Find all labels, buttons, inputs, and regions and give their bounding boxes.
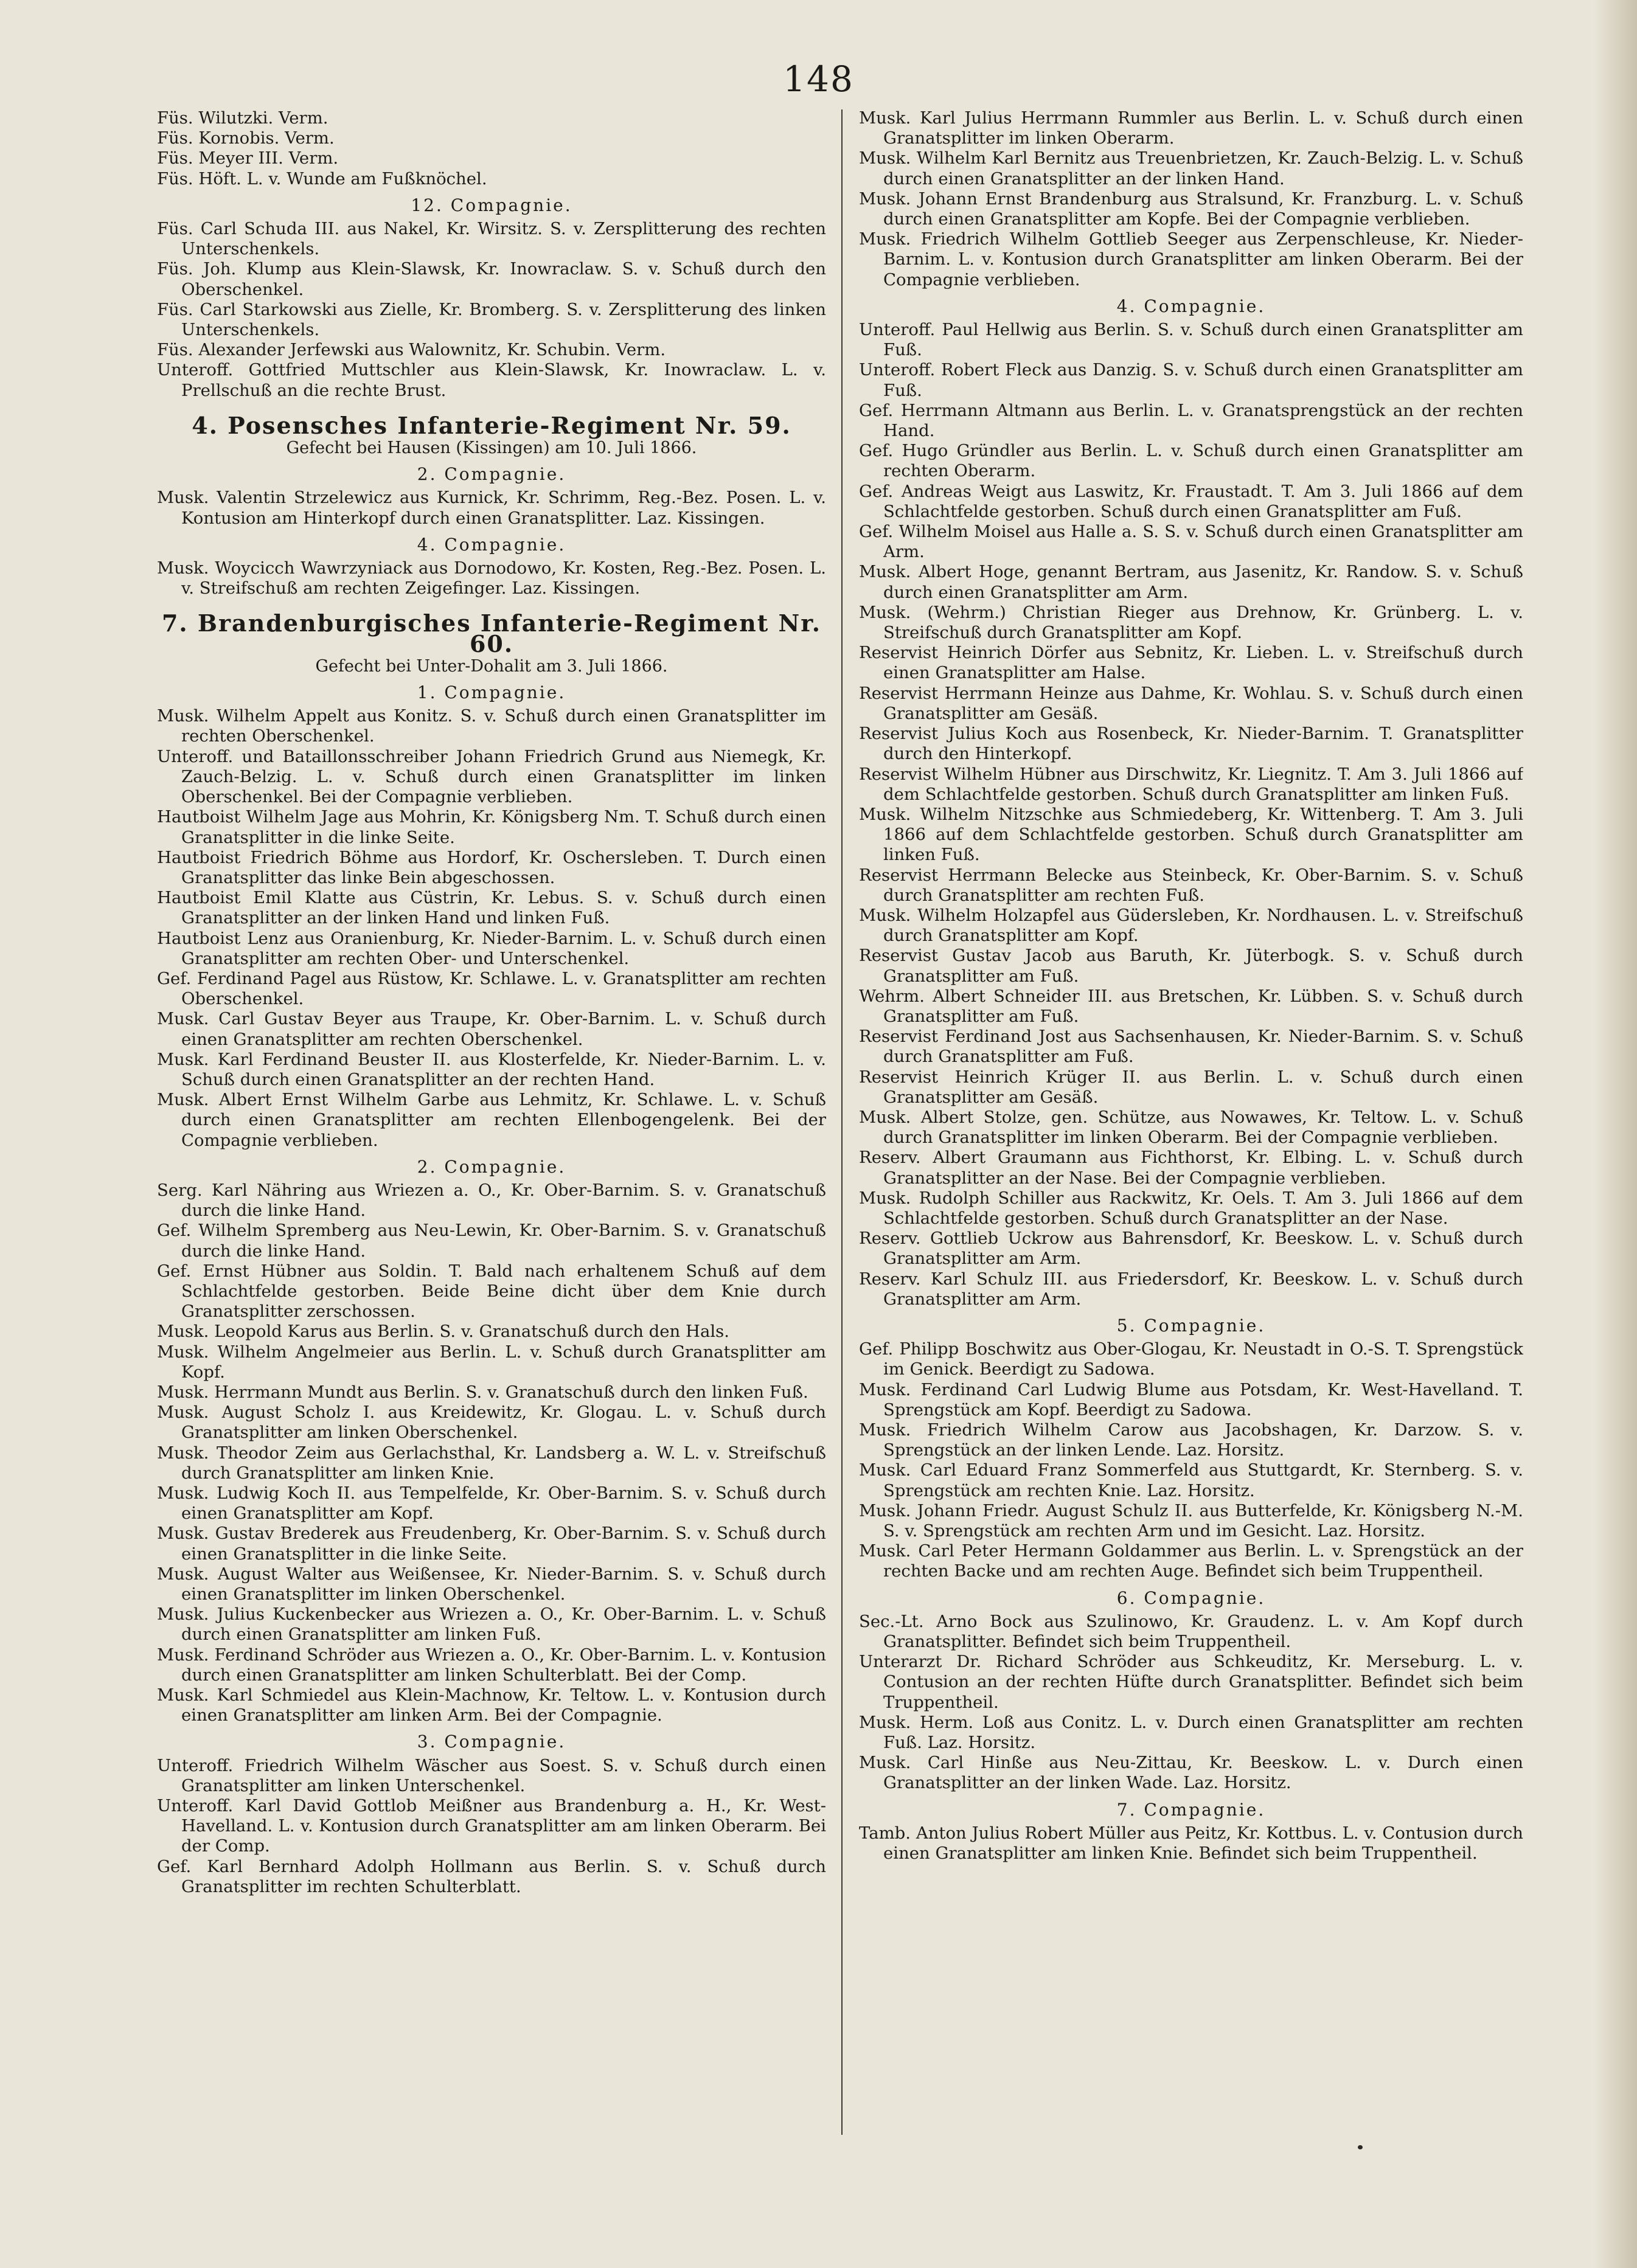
casualty-entry: Musk. Gustav Brederek aus Freudenberg, Kr. Ober-Barnim. S. v. Schuß durch einen Granatsplitter in die linke Seite. <box>157 1524 826 1564</box>
left-column <box>157 108 826 2152</box>
casualty-entry: Musk. Carl Eduard Franz Sommerfeld aus Stuttgardt, Kr. Sternberg. S. v. Sprengstück am rechten Knie. Laz. Horsitz. <box>859 1460 1523 1500</box>
company-heading: 6. Compagnie. <box>1116 1587 1266 1608</box>
casualty-entry: Musk. Karl Schmiedel aus Klein-Machnow, Kr. Teltow. L. v. Kontusion durch einen Granatsplitter am linken Arm. Bei der Compagnie. <box>157 1685 826 1725</box>
casualty-entry: Unteroff. Karl David Gottlob Meißner aus Brandenburg a. H., Kr. West-Havelland. L. v. Kontusion durch Granatsplitter am am linken Oberarm. Bei der Comp. <box>157 1796 826 1856</box>
casualty-entry: Musk. Carl Peter Hermann Goldammer aus Berlin. L. v. Sprengstück an der rechten Backe und am rechten Auge. Befindet sich beim Truppentheil. <box>859 1541 1523 1581</box>
column-divider <box>841 109 843 2135</box>
regiment-heading: 4. Posensches Infanterie-Regiment Nr. 59. <box>192 411 791 439</box>
casualty-entry: Musk. Wilhelm Holzapfel aus Güdersleben, Kr. Nordhausen. L. v. Streifschuß durch Granatsplitter am Kopf. <box>859 905 1523 946</box>
casualty-entry: Füs. Carl Starkowski aus Zielle, Kr. Bromberg. S. v. Zersplitterung des linken Unterschenkels. <box>157 299 826 340</box>
casualty-entry: Musk. Ferdinand Carl Ludwig Blume aus Potsdam, Kr. West-Havelland. T. Sprengstück am Kopf. Beerdigt zu Sadowa. <box>859 1379 1523 1420</box>
casualty-entry: Musk. Woycicch Wawrzyniack aus Dornodowo, Kr. Kosten, Reg.-Bez. Posen. L. v. Streifschuß am rechten Zeigefinger. Laz. Kissingen. <box>157 558 826 598</box>
casualty-entry: Musk. Valentin Strzelewicz aus Kurnick, Kr. Schrimm, Reg.-Bez. Posen. L. v. Kontusion am Hinterkopf durch einen Granatsplitter. Laz. Kissingen. <box>157 488 826 528</box>
regiment-heading: 7. Brandenburgisches Infanterie-Regiment Nr. 60. <box>161 609 822 657</box>
right-column <box>859 108 1523 2200</box>
company-heading: 7. Compagnie. <box>1116 1799 1266 1820</box>
battle-heading: Gefecht bei Hausen (Kissingen) am 10. Juli 1866. <box>286 439 697 458</box>
casualty-entry: Gef. Ernst Hübner aus Soldin. T. Bald nach erhaltenem Schuß auf dem Schlachtfelde gestorben. Beide Beine dicht über dem Knie durch Granatsplitter zerschossen. <box>157 1261 826 1322</box>
casualty-entry: Gef. Andreas Weigt aus Laswitz, Kr. Fraustadt. T. Am 3. Juli 1866 auf dem Schlachtfelde gestorben. Schuß durch einen Granatsplitter am Fuß. <box>859 481 1523 521</box>
casualty-entry: Unteroff. Robert Fleck aus Danzig. S. v. Schuß durch einen Granatsplitter am Fuß. <box>859 360 1523 400</box>
casualty-entry: Hautboist Friedrich Böhme aus Hordorf, Kr. Oschersleben. T. Durch einen Granatsplitter das linke Bein abgeschossen. <box>157 847 826 887</box>
casualty-entry: Unteroff. und Bataillonsschreiber Johann Friedrich Grund aus Niemegk, Kr. Zauch-Belzig. L. v. Schuß durch einen Granatsplitter im linken Oberschenkel. Bei der Compagnie verblieben. <box>157 746 826 807</box>
casualty-entry: Musk. (Wehrm.) Christian Rieger aus Drehnow, Kr. Grünberg. L. v. Streifschuß durch Granatsplitter am Kopf. <box>859 602 1523 643</box>
casualty-entry: Musk. Friedrich Wilhelm Carow aus Jacobshagen, Kr. Darzow. S. v. Sprengstück an der linken Lende. Laz. Horsitz. <box>859 1420 1523 1460</box>
casualty-entry: Hautboist Emil Klatte aus Cüstrin, Kr. Lebus. S. v. Schuß durch einen Granatsplitter an der linken Hand und linken Fuß. <box>157 888 826 928</box>
casualty-entry: Hautboist Wilhelm Jage aus Mohrin, Kr. Königsberg Nm. T. Schuß durch einen Granatsplitter in die linke Seite. <box>157 807 826 847</box>
casualty-entry: Unteroff. Gottfried Muttschler aus Klein-Slawsk, Kr. Inowraclaw. L. v. Prellschuß an die rechte Brust. <box>157 360 826 400</box>
company-heading: 5. Compagnie. <box>1116 1315 1266 1336</box>
casualty-entry: Musk. August Scholz I. aus Kreidewitz, Kr. Glogau. L. v. Schuß durch Granatsplitter am linken Oberschenkel. <box>157 1403 826 1443</box>
casualty-entry: Musk. Friedrich Wilhelm Gottlieb Seeger aus Zerpenschleuse, Kr. Nieder-Barnim. L. v. Kontusion durch Granatsplitter am linken Oberarm. Bei der Compagnie verblieben. <box>859 229 1523 290</box>
casualty-entry: Gef. Wilhelm Spremberg aus Neu-Lewin, Kr. Ober-Barnim. S. v. Granatschuß durch die linke Hand. <box>157 1221 826 1261</box>
company-heading: 4. Compagnie. <box>1116 296 1266 316</box>
casualty-entry: Reservist Julius Koch aus Rosenbeck, Kr. Nieder-Barnim. T. Granatsplitter durch den Hinterkopf. <box>859 724 1523 764</box>
casualty-entry: Musk. Ferdinand Schröder aus Wriezen a. O., Kr. Ober-Barnim. L. v. Kontusion durch einen Granatsplitter am linken Schulterblatt. Bei der Comp. <box>157 1645 826 1685</box>
casualty-entry: Reservist Ferdinand Jost aus Sachsenhausen, Kr. Nieder-Barnim. S. v. Schuß durch Granatsplitter am Fuß. <box>859 1027 1523 1067</box>
casualty-entry: Musk. August Walter aus Weißensee, Kr. Nieder-Barnim. S. v. Schuß durch einen Granatsplitter im linken Oberschenkel. <box>157 1564 826 1604</box>
casualty-entry: Reservist Herrmann Heinze aus Dahme, Kr. Wohlau. S. v. Schuß durch einen Granatsplitter am Gesäß. <box>859 683 1523 723</box>
casualty-entry: Füs. Joh. Klump aus Klein-Slawsk, Kr. Inowraclaw. S. v. Schuß durch den Oberschenkel. <box>157 259 826 299</box>
casualty-entry: Musk. Herrmann Mundt aus Berlin. S. v. Granatschuß durch den linken Fuß. <box>157 1382 808 1402</box>
company-heading: 4. Compagnie. <box>417 534 566 555</box>
casualty-entry: Musk. Rudolph Schiller aus Rackwitz, Kr. Oels. T. Am 3. Juli 1866 auf dem Schlachtfelde gestorben. Schuß durch Granatsplitter an der Nase. <box>859 1188 1523 1228</box>
casualty-entry: Reservist Wilhelm Hübner aus Dirschwitz, Kr. Liegnitz. T. Am 3. Juli 1866 auf dem Schlachtfelde gestorben. Schuß durch Granatsplitter am linken Fuß. <box>859 764 1523 804</box>
casualty-entry: Musk. Wilhelm Nitzschke aus Schmiedeberg, Kr. Wittenberg. T. Am 3. Juli 1866 auf dem Schlachtfelde gestorben. Schuß durch Granatsplitter am linken Fuß. <box>859 804 1523 865</box>
casualty-entry: Musk. Theodor Zeim aus Gerlachsthal, Kr. Landsberg a. W. L. v. Streifschuß durch Granatsplitter am linken Knie. <box>157 1443 826 1483</box>
paper-edge-shadow <box>1594 0 1637 2268</box>
casualty-entry: Unterarzt Dr. Richard Schröder aus Schkeuditz, Kr. Merseburg. L. v. Contusion an der rechten Hüfte durch Granatsplitter. Befindet sich beim Truppentheil. <box>859 1652 1523 1712</box>
ink-speck <box>1358 2145 1363 2149</box>
battle-heading: Gefecht bei Unter-Dohalit am 3. Juli 1866. <box>315 656 668 676</box>
casualty-entry: Unteroff. Paul Hellwig aus Berlin. S. v. Schuß durch einen Granatsplitter am Fuß. <box>859 320 1523 360</box>
casualty-entry: Reserv. Albert Graumann aus Fichthorst, Kr. Elbing. L. v. Schuß durch Granatsplitter an der Nase. Bei der Compagnie verblieben. <box>859 1148 1523 1188</box>
casualty-entry: Serg. Karl Nähring aus Wriezen a. O., Kr. Ober-Barnim. S. v. Granatschuß durch die linke Hand. <box>157 1180 826 1221</box>
company-heading: 3. Compagnie. <box>417 1732 566 1752</box>
casualty-entry: Reservist Heinrich Krüger II. aus Berlin. L. v. Schuß durch einen Granatsplitter am Gesäß. <box>859 1067 1523 1107</box>
casualty-entry: Musk. Ludwig Koch II. aus Tempelfelde, Kr. Ober-Barnim. S. v. Schuß durch einen Granatsplitter am Kopf. <box>157 1483 826 1524</box>
company-heading: 2. Compagnie. <box>417 464 566 485</box>
casualty-entry: Füs. Meyer III. Verm. <box>157 148 339 168</box>
casualty-entry: Gef. Herrmann Altmann aus Berlin. L. v. Granatsprengstück an der rechten Hand. <box>859 400 1523 441</box>
casualty-entry: Musk. Herm. Loß aus Conitz. L. v. Durch einen Granatsplitter am rechten Fuß. Laz. Horsitz. <box>859 1712 1523 1753</box>
company-heading: 12. Compagnie. <box>411 195 572 215</box>
casualty-entry: Musk. Leopold Karus aus Berlin. S. v. Granatschuß durch den Hals. <box>157 1322 730 1342</box>
casualty-entry: Hautboist Lenz aus Oranienburg, Kr. Nieder-Barnim. L. v. Schuß durch einen Granatsplitter am rechten Ober- und Unterschenkel. <box>157 928 826 968</box>
company-heading: 1. Compagnie. <box>417 682 566 703</box>
casualty-entry: Musk. Albert Hoge, genannt Bertram, aus Jasenitz, Kr. Randow. S. v. Schuß durch einen Granatsplitter am Arm. <box>859 562 1523 602</box>
casualty-entry: Gef. Wilhelm Moisel aus Halle a. S. S. v. Schuß durch einen Granatsplitter am Arm. <box>859 522 1523 562</box>
casualty-entry: Unteroff. Friedrich Wilhelm Wäscher aus Soest. S. v. Schuß durch einen Granatsplitter am linken Unterschenkel. <box>157 1755 826 1795</box>
casualty-entry: Musk. Albert Ernst Wilhelm Garbe aus Lehmitz, Kr. Schlawe. L. v. Schuß durch einen Granatsplitter am rechten Ellenbogengelenk. Bei der Compagnie verblieben. <box>157 1090 826 1150</box>
casualty-entry: Wehrm. Albert Schneider III. aus Bretschen, Kr. Lübben. S. v. Schuß durch Granatsplitter am Fuß. <box>859 986 1523 1026</box>
casualty-entry: Füs. Wilutzki. Verm. <box>157 108 328 128</box>
page-number: 148 <box>783 58 854 100</box>
casualty-entry: Reserv. Karl Schulz III. aus Friedersdorf, Kr. Beeskow. L. v. Schuß durch Granatsplitter am Arm. <box>859 1269 1523 1309</box>
casualty-entry: Musk. Wilhelm Appelt aus Konitz. S. v. Schuß durch einen Granatsplitter im rechten Oberschenkel. <box>157 706 826 746</box>
casualty-entry: Gef. Philipp Boschwitz aus Ober-Glogau, Kr. Neustadt in O.-S. T. Sprengstück im Genick. Beerdigt zu Sadowa. <box>859 1339 1523 1379</box>
casualty-entry: Gef. Ferdinand Pagel aus Rüstow, Kr. Schlawe. L. v. Granatsplitter am rechten Oberschenkel. <box>157 968 826 1009</box>
company-heading: 2. Compagnie. <box>417 1156 566 1177</box>
casualty-entry: Reserv. Gottlieb Uckrow aus Bahrensdorf, Kr. Beeskow. L. v. Schuß durch Granatsplitter am Arm. <box>859 1229 1523 1269</box>
casualty-entry: Musk. Johann Ernst Brandenburg aus Stralsund, Kr. Franzburg. L. v. Schuß durch einen Granatsplitter am Kopfe. Bei der Compagnie verblieben. <box>859 189 1523 229</box>
casualty-entry: Tamb. Anton Julius Robert Müller aus Peitz, Kr. Kottbus. L. v. Contusion durch einen Granatsplitter am linken Knie. Befindet sich beim Truppentheil. <box>859 1823 1523 1864</box>
casualty-entry: Musk. Julius Kuckenbecker aus Wriezen a. O., Kr. Ober-Barnim. L. v. Schuß durch einen Granatsplitter am linken Fuß. <box>157 1604 826 1645</box>
casualty-entry: Musk. Carl Hinße aus Neu-Zittau, Kr. Beeskow. L. v. Durch einen Granatsplitter an der linken Wade. Laz. Horsitz. <box>859 1753 1523 1793</box>
casualty-entry: Musk. Karl Ferdinand Beuster II. aus Klosterfelde, Kr. Nieder-Barnim. L. v. Schuß durch einen Granatsplitter an der rechten Hand. <box>157 1049 826 1089</box>
casualty-entry: Füs. Höft. L. v. Wunde am Fußknöchel. <box>157 168 487 189</box>
casualty-entry: Füs. Carl Schuda III. aus Nakel, Kr. Wirsitz. S. v. Zersplitterung des rechten Unterschenkels. <box>157 219 826 259</box>
casualty-entry: Reservist Heinrich Dörfer aus Sebnitz, Kr. Lieben. L. v. Streifschuß durch einen Granatsplitter am Halse. <box>859 643 1523 683</box>
casualty-entry: Musk. Albert Stolze, gen. Schütze, aus Nowawes, Kr. Teltow. L. v. Schuß durch Granatsplitter im linken Oberarm. Bei der Compagnie verblieben. <box>859 1107 1523 1148</box>
casualty-entry: Musk. Karl Julius Herrmann Rummler aus Berlin. L. v. Schuß durch einen Granatsplitter im linken Oberarm. <box>859 108 1523 148</box>
casualty-entry: Füs. Kornobis. Verm. <box>157 128 335 148</box>
casualty-entry: Musk. Carl Gustav Beyer aus Traupe, Kr. Ober-Barnim. L. v. Schuß durch einen Granatsplitter am rechten Oberschenkel. <box>157 1009 826 1049</box>
casualty-entry: Gef. Karl Bernhard Adolph Hollmann aus Berlin. S. v. Schuß durch Granatsplitter im rechten Schulterblatt. <box>157 1856 826 1896</box>
casualty-entry: Musk. Wilhelm Karl Bernitz aus Treuenbrietzen, Kr. Zauch-Belzig. L. v. Schuß durch einen Granatsplitter an der linken Hand. <box>859 148 1523 189</box>
casualty-entry: Reservist Gustav Jacob aus Baruth, Kr. Jüterbogk. S. v. Schuß durch Granatsplitter am Fuß. <box>859 946 1523 986</box>
casualty-entry: Musk. Wilhelm Angelmeier aus Berlin. L. v. Schuß durch Granatsplitter am Kopf. <box>157 1342 826 1382</box>
casualty-entry: Reservist Herrmann Belecke aus Steinbeck, Kr. Ober-Barnim. S. v. Schuß durch Granatsplitter am rechten Fuß. <box>859 865 1523 905</box>
casualty-entry: Sec.-Lt. Arno Bock aus Szulinowo, Kr. Graudenz. L. v. Am Kopf durch Granatsplitter. Befindet sich beim Truppentheil. <box>859 1611 1523 1652</box>
casualty-entry: Füs. Alexander Jerfewski aus Walownitz, Kr. Schubin. Verm. <box>157 340 666 360</box>
casualty-entry: Gef. Hugo Gründler aus Berlin. L. v. Schuß durch einen Granatsplitter am rechten Oberarm. <box>859 441 1523 481</box>
casualty-entry: Musk. Johann Friedr. August Schulz II. aus Butterfelde, Kr. Königsberg N.-M. S. v. Sprengstück am rechten Arm und im Gesicht. Laz. Horsitz. <box>859 1500 1523 1541</box>
